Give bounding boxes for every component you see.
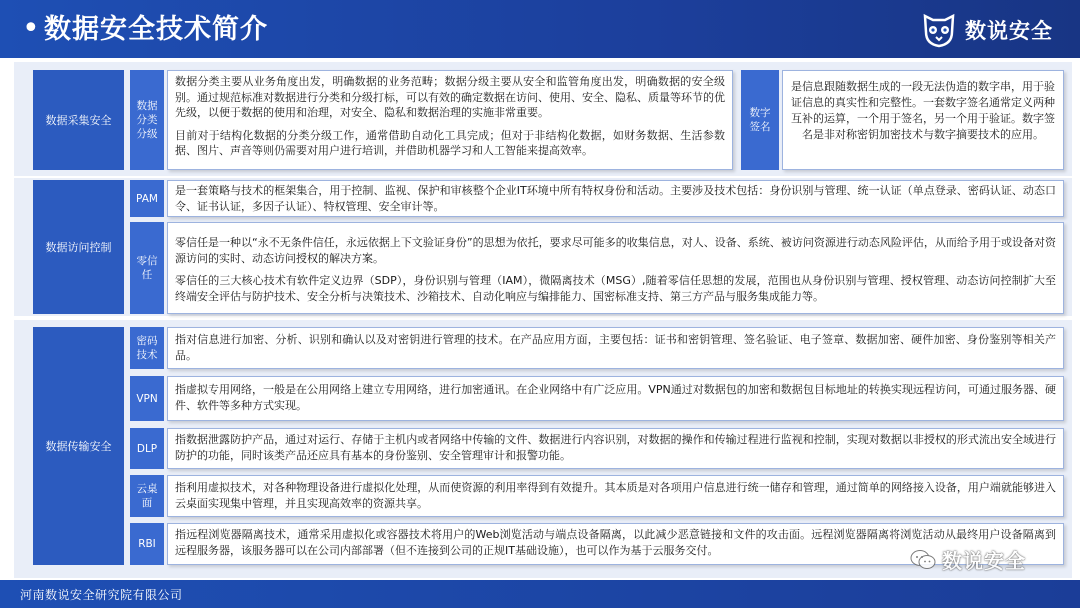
signature-text: 是信息跟随数据生成的一段无法伪造的数字串，用于验证信息的真实性和完整性。一套数字签名通常定义两种互补的运算，一个用于签名，另一个用于验证。数字签名是非对称密钥加密技术与数字摘要技术的应用。 xyxy=(791,80,1055,141)
vpn-content xyxy=(167,376,1064,421)
sub-label-crypto: 密码技术 xyxy=(130,327,164,369)
sub-label-clouddesk: 云桌面 xyxy=(130,475,164,517)
dlp-content xyxy=(167,428,1064,469)
signature-content xyxy=(782,70,1064,170)
watermark-text: 数说安全 xyxy=(942,549,1026,573)
section-label-transmission: 数据传输安全 xyxy=(33,327,124,565)
footer-bar xyxy=(0,580,1080,608)
sub-label-rbi: RBI xyxy=(130,523,164,565)
sub-label-classification: 数据分类分级 xyxy=(130,70,164,170)
section-label-collection: 数据采集安全 xyxy=(33,70,124,170)
sub-label-zerotrust: 零信任 xyxy=(130,222,164,314)
classification-content xyxy=(167,70,733,170)
owl-logo-icon xyxy=(919,10,959,50)
footer-company: 河南数说安全研究院有限公司 xyxy=(20,588,183,602)
vpn-text: 指虚拟专用网络，一般是在公用网络上建立专用网络，进行加密通讯。在企业网络中有广泛应用。VPN通过对数据包的加密和数据包目标地址的转换实现远程访问，可通过服务器、硬件、软件等多种方式实现。 xyxy=(175,383,1056,412)
sub-label-dlp: DLP xyxy=(130,428,164,469)
wechat-icon xyxy=(910,549,936,571)
sub-label-vpn: VPN xyxy=(130,376,164,421)
rbi-text: 指远程浏览器隔离技术，通常采用虚拟化或容器技术将用户的Web浏览活动与端点设备隔离，以此减少恶意链接和文件的攻击面。远程浏览器隔离将浏览活动从最终用户设备隔离到远程服务器，该服务器可以在公司内部部署（但不连接到公司的正规IT基础设施），也可以作为基于云服务交付。 xyxy=(175,528,1056,557)
dlp-text: 指数据泄露防护产品，通过对运行、存储于主机内或者网络中传输的文件、数据进行内容识别，对数据的操作和传输过程进行监视和控制，实现对数据以非授权的形式流出安全域进行防护的功能，同时该类产品还应具有基本的身份鉴别、安全管理审计和报警功能。 xyxy=(175,433,1056,462)
brand-logo xyxy=(919,10,1053,50)
sub-label-signature: 数字签名 xyxy=(741,70,779,170)
clouddesk-text: 指利用虚拟技术，对各种物理设备进行虚拟化处理，从而使资源的利用率得到有效提升。其本质是对各项用户信息进行统一储存和管理，通过简单的网络接入设备，用户端就能够进入云桌面实现集中管理，并且实现高效率的资源共享。 xyxy=(175,481,1056,510)
section-label-access: 数据访问控制 xyxy=(33,180,124,314)
crypto-content xyxy=(167,327,1064,369)
header-bar xyxy=(0,0,1080,58)
crypto-text: 指对信息进行加密、分析、识别和确认以及对密钥进行管理的技术。在产品应用方面，主要包括：证书和密钥管理、签名验证、电子签章、数据加密、硬件加密、身份鉴别等相关产品。 xyxy=(175,333,1056,362)
zerotrust-paragraph-2: 零信任的三大核心技术有软件定义边界（SDP），身份识别与管理（IAM），微隔离技术（MSG）,随着零信任思想的发展，范围也从身份识别与管理、授权管理、动态访问控制扩大至终端安全评估与防护技术、安全分析与决策技术、沙箱技术、自动化响应与编排能力、国密标准支持、第三方产品与服务集成能力等。 xyxy=(175,274,1056,303)
sub-label-pam: PAM xyxy=(130,180,164,217)
clouddesk-content xyxy=(167,475,1064,517)
title-bullet: • xyxy=(22,11,40,46)
watermark xyxy=(910,545,1026,574)
pam-text: 是一套策略与技术的框架集合，用于控制、监视、保护和审核整个企业IT环境中所有特权身份和活动。主要涉及技术包括：身份识别与管理、统一认证（单点登录、密码认证、动态口令、证书认证，多因子认证）、特权管理、安全审计等。 xyxy=(175,184,1056,213)
logo-text: 数说安全 xyxy=(965,19,1053,43)
page-title: 数据安全技术简介 xyxy=(44,14,268,45)
classification-paragraph-1: 数据分类主要从业务角度出发，明确数据的业务范畴；数据分级主要从安全和监管角度出发，明确数据的安全级别。通过规范标准对数据进行分类和分级打标，可以有效的确定数据在访问、使用、安全、隐私、质量等环节的优先级，以便于数据的使用和治理，对安全、隐私和数据治理的实施非常重要。 xyxy=(175,75,725,119)
zerotrust-content xyxy=(167,222,1064,314)
pam-content xyxy=(167,180,1064,217)
classification-paragraph-2: 目前对于结构化数据的分类分级工作，通常借助自动化工具完成；但对于非结构化数据，如财务数据、生活参数据、图片、声音等则仍需要对用户进行培训，并借助机器学习和人工智能来提高效率。 xyxy=(175,128,725,157)
zerotrust-paragraph-1: 零信任是一种以“永不无条件信任，永远依据上下文验证身份”的思想为依托，要求尽可能多的收集信息，对人、设备、系统、被访问资源进行动态风险评估，从而给予用于或设备对资源访问的实时、动态访问授权的解决方案。 xyxy=(175,236,1056,265)
